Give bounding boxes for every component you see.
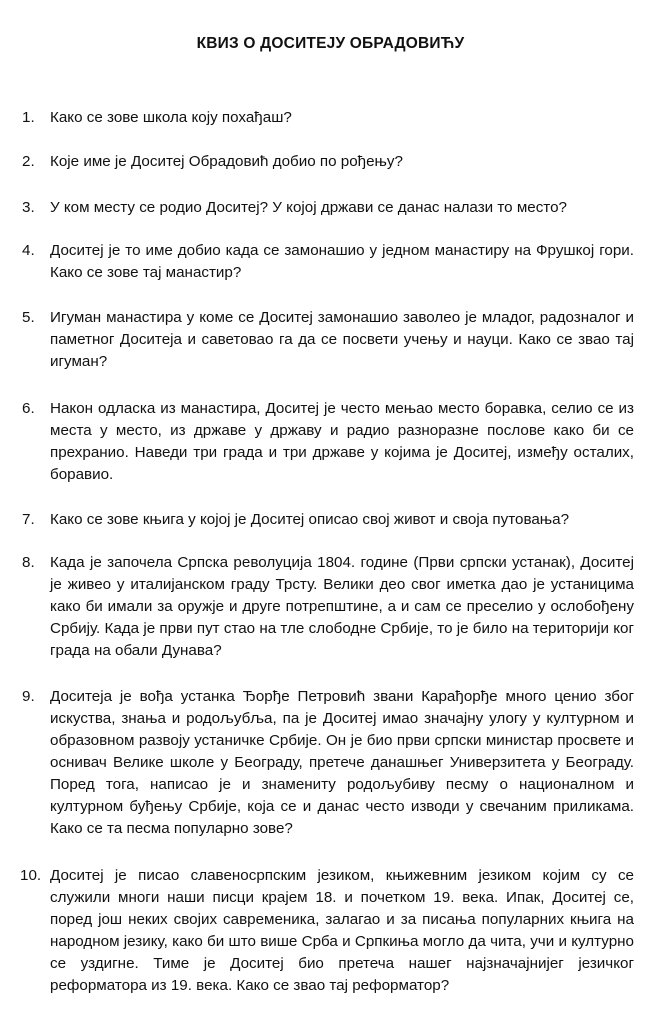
question-3 (22, 197, 634, 219)
question-8 (22, 552, 634, 662)
question-text: Након одласка из манастира, Доситеј је често мењао место боравка, селио се из места у место, из државе у државу и радио разноразне послове како би се прехранио. Наведи три града и три државе у којима је Доситеј, између осталих, боравио. (50, 400, 634, 483)
question-number: 1. (22, 109, 35, 126)
question-number: 7. (22, 511, 35, 528)
page-title: КВИЗ О ДОСИТЕЈУ ОБРАДОВИЋУ (196, 35, 465, 52)
question-number: 8. (22, 554, 35, 571)
question-text: Доситеј је писао славеносрпским језиком, књижевним језиком којим су се служили многи наши писци крајем 18. и почетком 19. века. Ипак, Доситеј се, поред још неких својих савременика, залагао и за писања популарних књига на народном језику, како би што више Срба и Српкиња могло да чита, учи и културно се уздигне. Тиме је Доситеј био претеча нашег најзначајнијег језичког реформатора из 19. века. Како се звао тај реформатор? (50, 867, 634, 994)
question-number: 9. (22, 688, 35, 705)
question-text: Када је започела Српска револуција 1804. године (Први српски устанак), Доситеј је живео у италијанском граду Трсту. Велики део свог иметка дао је устаницима како би имали за оружје и друге потрепштине, а и сам се преселио у ослобођену Србију. Када је први пут стао на тле слободне Србије, то је било на територији ког града на обали Дунава? (50, 554, 634, 659)
question-number: 2. (22, 153, 35, 170)
question-number: 6. (22, 400, 35, 417)
question-6 (22, 398, 634, 486)
question-number: 10. (20, 867, 42, 884)
question-1 (22, 107, 634, 129)
question-text: Како се зове књига у којој је Доситеј описао свој живот и своја путовања? (50, 511, 570, 528)
question-10 (22, 865, 634, 997)
question-text: Које име је Доситеј Обрадовић добио по рођењу? (50, 153, 403, 170)
question-number: 5. (22, 309, 35, 326)
question-text: Игуман манастира у коме се Доситеј замонашио заволео је младог, радозналог и паметног Доситеја и саветовао га да се посвети учењу и науци. Како се звао тај игуман? (50, 309, 634, 370)
question-text: Како се зове школа коју похађаш? (50, 109, 292, 126)
question-4 (22, 240, 634, 284)
question-5 (22, 307, 634, 373)
question-text: У ком месту се родио Доситеј? У којој држави се данас налази то место? (50, 199, 567, 216)
question-9 (22, 686, 634, 840)
question-7 (22, 509, 634, 531)
question-number: 4. (22, 242, 35, 259)
question-number: 3. (22, 199, 35, 216)
question-2 (22, 151, 634, 173)
question-text: Доситеј је то име добио када се замонашио у једном манастиру на Фрушкој гори. Како се зове тај манастир? (50, 242, 634, 281)
question-text: Доситеја је вођа устанка Ђорђе Петровић звани Карађорђе много ценио због искуства, знања и родољубља, па је Доситеј имао значајну улогу у културном и образовном развоју устаничке Србије. Он је био први српски министар просвете и оснивач Велике школе у Београду, претече данашњег Универзитета у Београду. Поред тога, написао је и знамениту родољубиву песму о националном и културном буђењу Србије, која се и данас често изводи у свечаним приликама. Како се та песма популарно зове? (50, 688, 634, 837)
